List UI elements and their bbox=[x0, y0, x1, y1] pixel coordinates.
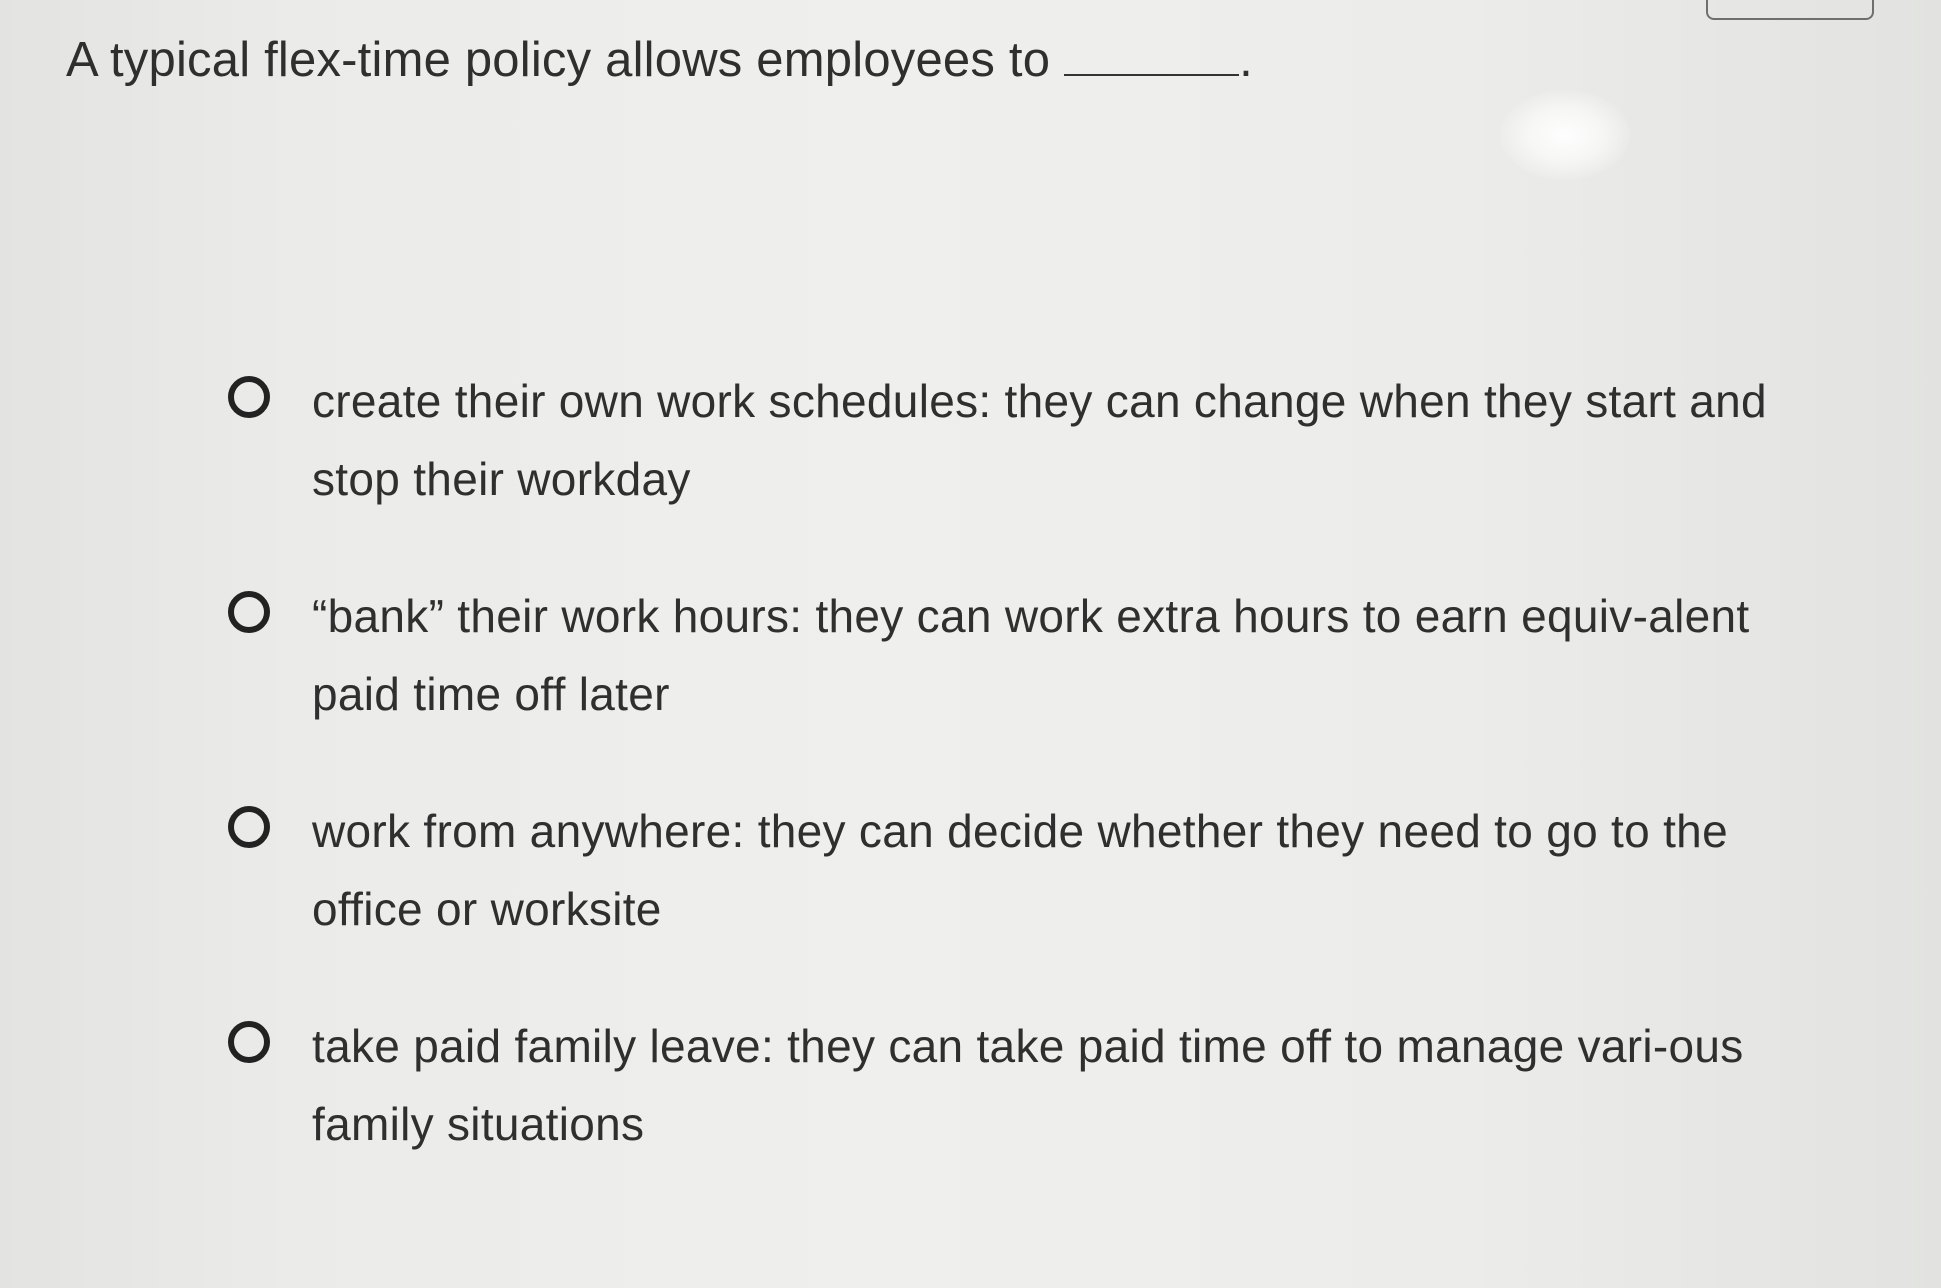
question-end-punctuation: . bbox=[1239, 33, 1253, 87]
partial-button-outline bbox=[1706, 0, 1874, 20]
answer-blank bbox=[1064, 38, 1239, 76]
answer-options bbox=[228, 362, 1828, 1222]
answer-option-3[interactable] bbox=[228, 792, 1828, 1007]
radio-button-icon[interactable] bbox=[228, 376, 270, 418]
answer-option-label: work from anywhere: they can decide whether they need to go to the office or worksite bbox=[312, 805, 1728, 935]
answer-option-4[interactable] bbox=[228, 1007, 1828, 1222]
question-text: A typical flex-time policy allows employees to bbox=[66, 33, 1051, 87]
answer-option-label: create their own work schedules: they can change when they start and stop their workday bbox=[312, 375, 1767, 505]
answer-option-label: “bank” their work hours: they can work extra hours to earn equiv-alent paid time off later bbox=[312, 590, 1750, 720]
answer-option-label: take paid family leave: they can take paid time off to manage vari-ous family situations bbox=[312, 1020, 1744, 1150]
answer-option-1[interactable] bbox=[228, 362, 1828, 577]
radio-button-icon[interactable] bbox=[228, 1021, 270, 1063]
question-prompt bbox=[66, 28, 1253, 92]
answer-option-2[interactable] bbox=[228, 577, 1828, 792]
screen-glare bbox=[1500, 90, 1630, 180]
radio-button-icon[interactable] bbox=[228, 806, 270, 848]
radio-button-icon[interactable] bbox=[228, 591, 270, 633]
